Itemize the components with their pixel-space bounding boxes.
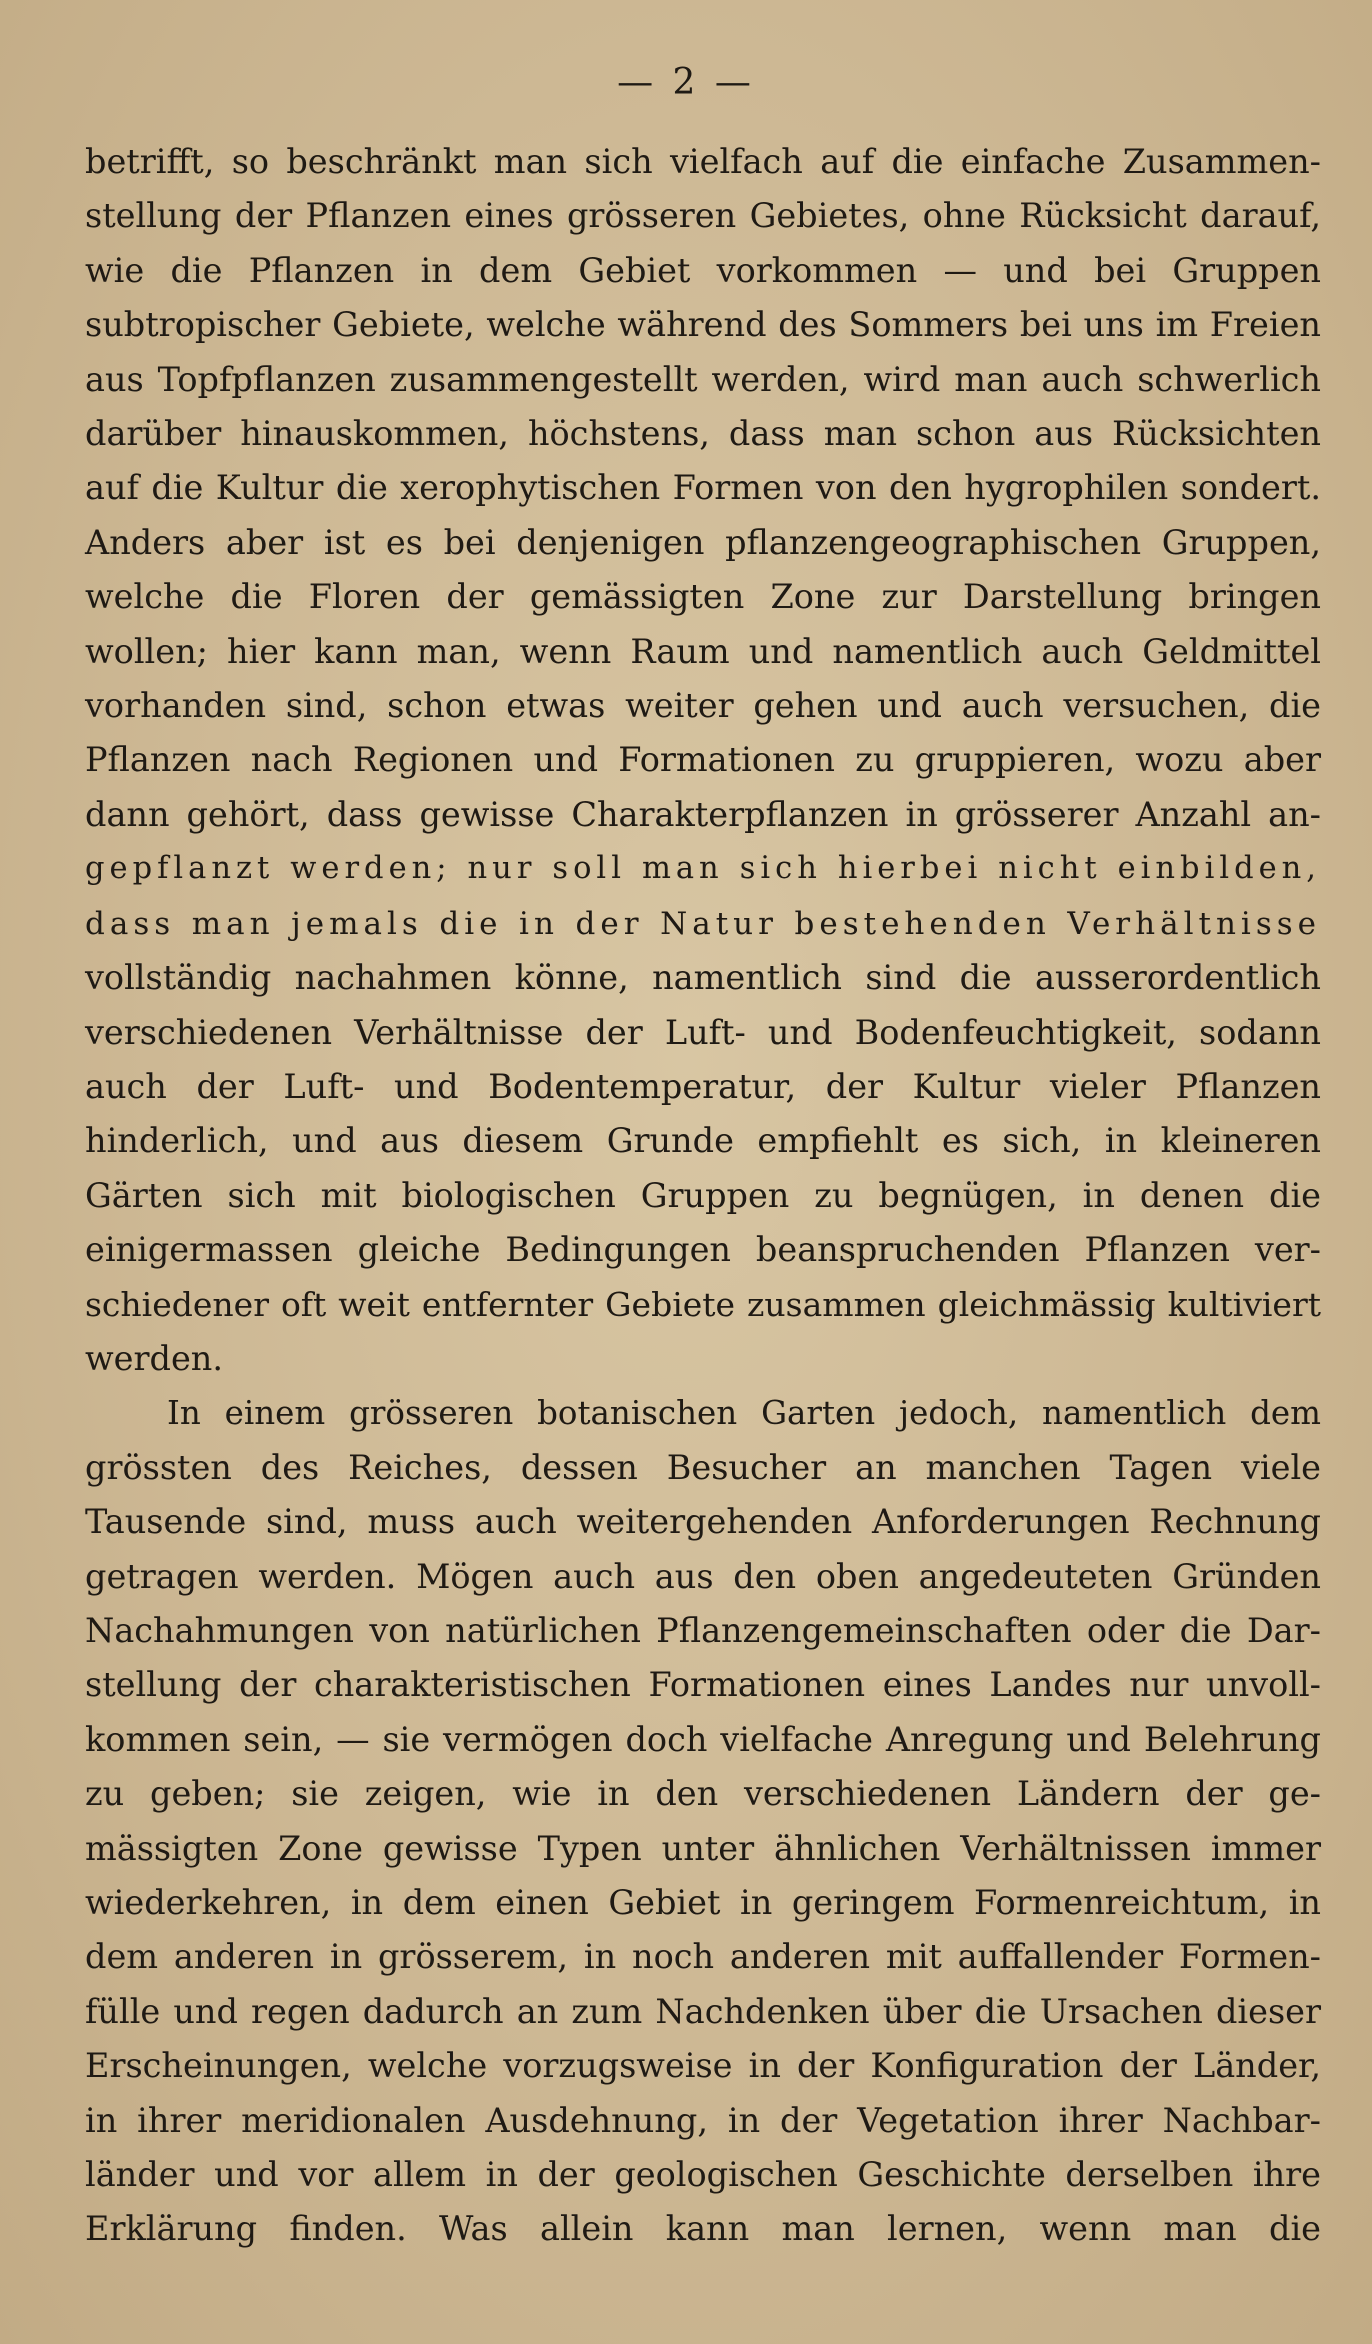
text-line: mässigten Zone gewisse Typen unter ähnlichen Verhältnissen immer <box>85 1828 1321 1868</box>
text-line: kommen sein, — sie vermögen doch vielfache Anregung und Belehrung <box>85 1719 1321 1759</box>
text-line: in ihrer meridionalen Ausdehnung, in der Vegetation ihrer Nachbar- <box>85 2100 1321 2140</box>
text-line: stellung der Pflanzen eines grösseren Gebietes, ohne Rücksicht darauf, <box>85 196 1321 236</box>
text-line: Erklärung finden. Was allein kann man lernen, wenn man die <box>85 2209 1321 2249</box>
text-line: stellung der charakteristischen Formationen eines Landes nur unvoll- <box>85 1665 1321 1705</box>
text-line: vollständig nachahmen könne, namentlich sind die ausserordentlich <box>85 958 1321 998</box>
text-line: länder und vor allem in der geologischen Geschichte derselben ihre <box>85 2155 1321 2195</box>
text-line: auf die Kultur die xerophytischen Formen von den hygrophilen sondert. <box>85 468 1321 508</box>
text-line: werden. <box>85 1338 224 1378</box>
text-line: vorhanden sind, schon etwas weiter gehen und auch versuchen, die <box>85 686 1321 726</box>
text-line: verschiedenen Verhältnisse der Luft- und Bodenfeuchtigkeit, sodann <box>85 1012 1321 1052</box>
text-line: getragen werden. Mögen auch aus den oben angedeuteten Gründen <box>85 1556 1321 1596</box>
body-text <box>85 135 1321 2257</box>
text-line: In einem grösseren botanischen Garten jedoch, namentlich dem <box>167 1394 1321 1433</box>
text-line: dann gehört, dass gewisse Charakterpflanzen in grösserer Anzahl an- <box>85 794 1321 834</box>
text-line: welche die Floren der gemässigten Zone zur Darstellung bringen <box>85 577 1321 617</box>
text-line: Pflanzen nach Regionen und Formationen zu gruppieren, wozu aber <box>85 740 1321 780</box>
text-line: Erscheinungen, welche vorzugsweise in der Konfiguration der Länder, <box>85 2046 1321 2086</box>
text-line: auch der Luft- und Bodentemperatur, der Kultur vieler Pflanzen <box>85 1066 1321 1106</box>
text-line: wie die Pflanzen in dem Gebiet vorkommen — und bei Gruppen <box>85 250 1321 290</box>
text-line: Gärten sich mit biologischen Gruppen zu begnügen, in denen die <box>85 1175 1321 1215</box>
text-line: zu geben; sie zeigen, wie in den verschiedenen Ländern der ge- <box>85 1774 1321 1814</box>
text-line: wiederkehren, in dem einen Gebiet in geringem Formenreichtum, in <box>85 1883 1321 1922</box>
text-line: Tausende sind, muss auch weitergehenden Anforderungen Rechnung <box>85 1502 1321 1542</box>
text-line: dem anderen in grösserem, in noch anderen mit auffallender Formen- <box>85 1937 1321 1977</box>
text-line: wollen; hier kann man, wenn Raum und namentlich auch Geldmittel <box>85 631 1321 671</box>
text-line: gepflanzt werden; nur soll man sich hierbei nicht einbilden, <box>85 851 1321 887</box>
text-line: aus Topfpflanzen zusammengestellt werden, wird man auch schwerlich <box>85 359 1321 399</box>
text-line: darüber hinauskommen, höchstens, dass man schon aus Rücksichten <box>85 414 1321 454</box>
text-line: einigermassen gleiche Bedingungen beanspruchenden Pflanzen ver- <box>85 1230 1321 1270</box>
text-line: dass man jemals die in der Natur bestehenden Verhältnisse <box>85 905 1321 942</box>
text-line: Anders aber ist es bei denjenigen pflanzengeographischen Gruppen, <box>85 522 1321 562</box>
text-line: grössten des Reiches, dessen Besucher an manchen Tagen viele <box>85 1447 1321 1487</box>
page-number: — 2 — <box>617 62 755 103</box>
paragraph-1 <box>85 135 1321 1386</box>
text-line: hinderlich, und aus diesem Grunde empfiehlt es sich, in kleineren <box>85 1121 1321 1161</box>
text-line: subtropischer Gebiete, welche während des Sommers bei uns im Freien <box>85 305 1321 345</box>
text-line: schiedener oft weit entfernter Gebiete zusammen gleichmässig kultiviert <box>85 1284 1321 1324</box>
text-line: Nachahmungen von natürlichen Pflanzengemeinschaften oder die Dar- <box>85 1610 1321 1650</box>
text-line: fülle und regen dadurch an zum Nachdenken über die Ursachen dieser <box>85 1991 1321 2031</box>
paragraph-2 <box>85 1386 1321 2257</box>
text-line: betrifft, so beschränkt man sich vielfach auf die einfache Zusammen- <box>85 142 1321 181</box>
